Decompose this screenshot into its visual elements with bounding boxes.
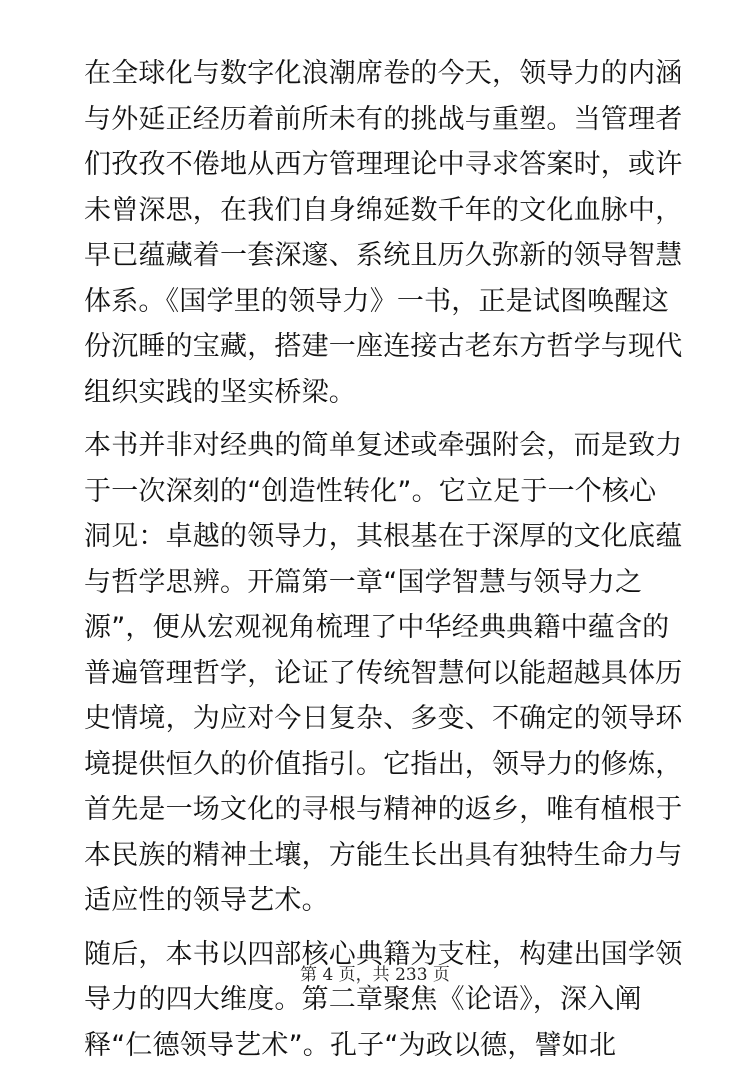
- text-line: 境提供恒久的价值指引。它指出，领导力的修炼，: [84, 748, 683, 780]
- text-line: 洞见：卓越的领导力，其根基在于深厚的文化底蕴: [84, 521, 683, 552]
- text-line: 与哲学思辨。开篇第一章“国学智慧与领导力之: [84, 566, 643, 598]
- text-line: 未曾深思，在我们自身绵延数千年的文化血脉中，: [84, 194, 683, 226]
- text-line: 份沉睡的宝藏，搭建一座连接古老东方哲学与现代: [84, 331, 683, 362]
- text-line: 与外延正经历着前所未有的挑战与重塑。当管理者: [84, 103, 683, 135]
- page-number-footer: 第 4 页，共 233 页: [300, 965, 450, 985]
- text-line: 本书并非对经典的简单复述或牵强附会，而是致力: [84, 430, 683, 461]
- text-line: 普遍管理哲学，论证了传统智慧何以能超越具体历: [84, 657, 683, 689]
- text-line: 早已蕴藏着一套深邃、系统且历久弥新的领导智慧: [84, 240, 683, 271]
- document-body: [84, 51, 684, 1076]
- text-line: 体系。《国学里的领导力》一书，正是试图唤醒这: [84, 285, 669, 317]
- paragraph-2: [84, 423, 684, 924]
- text-line: 史情境，为应对今日复杂、多变、不确定的领导环: [84, 703, 683, 734]
- text-line: 组织实践的坚实桥梁。: [84, 376, 356, 408]
- text-line: 适应性的领导艺术。: [84, 885, 329, 916]
- text-line: 首先是一场文化的寻根与精神的返乡，唯有植根于: [84, 794, 683, 825]
- text-line: 们孜孜不倦地从西方管理理论中寻求答案时，或许: [84, 149, 683, 180]
- text-line: 于一次深刻的“创造性转化”。它立足于一个核心: [84, 475, 657, 507]
- paragraph-1: [84, 51, 684, 415]
- text-line: 随后，本书以四部核心典籍为支柱，构建出国学领: [84, 938, 683, 970]
- text-line: 释“仁德领导艺术”。孔子“为政以德，譬如北: [84, 1029, 617, 1061]
- text-line: 本民族的精神土壤，方能生长出具有独特生命力与: [84, 839, 683, 871]
- text-line: 在全球化与数字化浪潮席卷的今天，领导力的内涵: [84, 58, 683, 89]
- text-line: 源”，便从宏观视角梳理了中华经典典籍中蕴含的: [84, 612, 670, 643]
- text-line: 导力的四大维度。第二章聚焦《论语》，深入阐: [84, 984, 642, 1015]
